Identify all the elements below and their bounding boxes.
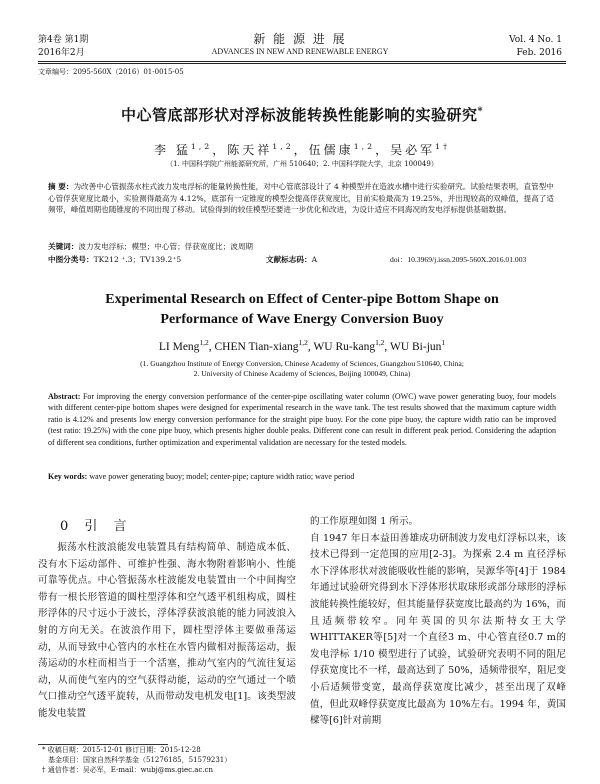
doc-code: 文献标志码：A	[266, 255, 318, 264]
paper-title-en: Experimental Research on Effect of Center-pipe Bottom Shape on Performance of Wave Energy Conversion Buoy	[105, 292, 499, 327]
header-volume-cn: 第4卷 第1期	[38, 35, 89, 45]
journal-title-cn: 新 能 源 进 展	[253, 32, 347, 46]
header-rule	[38, 61, 566, 62]
header-date-cn: 2016年2月	[38, 48, 85, 58]
affiliation-en: (1. Guangzhou Institute of Energy Conversion, Chinese Academy of Sciences, Guangzhou 510640, China; 2. University of Chinese Academy of Sciences, Beijing 100049, China)	[140, 359, 464, 378]
paper-title-cn: 中心管底部形状对浮标波能转换性能影响的实验研究*	[120, 106, 484, 124]
affiliation-cn: （1. 中国科学院广州能源研究所，广州 510640；2. 中国科学院大学，北京 100049）	[166, 160, 438, 168]
keywords-en: Key words: wave power generating buoy; model; center-pipe; capture width ratio; wave period	[48, 472, 355, 481]
authors-en: LI Meng$^{1,2}$, CHEN Tian-xiang$^{1,2}$, WU Ru-kang$^{1,2}$, WU Bi-jun$^1$	[158, 338, 446, 353]
header-volume-en: Vol. 4 No. 1	[509, 35, 562, 45]
header-rule-2	[38, 63, 566, 64]
journal-title-en: ADVANCES IN NEW AND RENEWABLE ENERGY	[211, 47, 389, 56]
footnote-funding: 基金项目：国家自然科学基金（51276185，51579231）	[48, 756, 232, 764]
doi: doi：10.3969/j.issn.2095-560X.2016.01.003	[390, 255, 527, 264]
footnote-rule	[38, 744, 168, 745]
section-heading-introduction: 0 引 言	[60, 519, 133, 534]
header-date-en: Feb. 2016	[516, 48, 562, 58]
footnote-received: * 收稿日期：2015-12-01 修订日期：2015-12-28	[42, 746, 201, 754]
body-text-left-column: 振荡水柱波浪能发电装置具有结构简单、制造成本低、没有水下运动部件、可维护性强、海水物附着影响小、性能可靠等优点。中心管振荡水柱波能发电装置由一个中间掏空带有一根长形管道的圆柱型浮体和空气透平机组构成，圆柱形浮体的尺寸远小于波长，浮体浮获波浪能的能力同波浪入射的方向无关。在波浪作用下，圆柱型浮体主要做垂荡运动，从而导致中心管内的水柱在水管内做相对振荡运动，振荡运动的水柱而相当于一个活塞，推动气室内的气流往复运动，从而使气室内的空气获得动能，运动的空气通过一个喷气口推动空气透平旋转，从而带动发电机发电[1]。该类型波能发电装置	[38, 542, 296, 719]
keywords-cn: 关键词：波力发电浮标；模型；中心管；俘获宽度比；波周期	[48, 242, 254, 251]
footnote-corresponding: † 通信作者：吴必军，E-mail：wubj@ms.giec.ac.cn	[42, 766, 213, 774]
classification-line: 中图分类号：TK212 ⁺.3；TV139.2⁺5 文献标志码：A doi：10.3969/j.issn.2095-560X.2016.01.003	[48, 255, 527, 264]
abstract-cn: 摘 要：为改善中心管振荡水柱式波力发电浮标的能量转换性能，对中心管底部设计了 4 种模型并在造波水槽中进行实验研究。试验结果表明，直管型中心管俘获宽度比最小，实验测得最高为 4.12%，底部有一定锥度的模型会提高俘获宽度比，目前实验最高为 19.25%，并出现较高的双峰值，提高了适频带，峰值周期也随锥度的不同出现了移动。试验得到的较佳模型还要进一步优化和改进，为设计适应不同海况的发电浮标提供基础数据。	[48, 182, 554, 214]
article-number: 文章编号：2095-560X（2016）01-0015-05	[38, 68, 184, 76]
body-text-right-column: 的工作原理如图 1 所示。 自 1947 年日本益田善雄成功研制波力发电灯浮标以来，该技术已得到一定范围的应用[2-3]。为探索 2.4 m 直径浮标水下浮体形状对波能吸收性能的影响，吴源华等[4]于 1984 年通过试验研究得到水下浮体形状取球形或部分球形的浮标波能转换性能较好，但其能量俘获宽度比最高约为 16%，而且适频带较窄。同年英国的贝尔法斯特女王大学WHITTAKER等[5]对一个直径3 m、中心管直径0.7 m的发电浮标 1/10 模型进行了试验，试验研究表明不同的阻尼俘获宽度比不一样，最高达到了 50%，适频带很窄，阻尼变小后适频带变宽，最高俘获宽度比减少，甚至出现了双峰值，但此双峰俘获宽度比最高为 10%左右。1994 年，黄国樑等[6]针对前期	[310, 516, 566, 727]
abstract-en: Abstract: For improving the energy conversion performance of the center-pipe oscillating water column (OWC) wave power generating buoy, four models with different center-pipe bottom shapes were designed for experimental research in the wave tank. The test results showed that the maximum capture width ratio is 4.12% and presents low energy conversion performance for the straight pipe buoy. For the cone pipe buoy, the capture width ratio can be improved (test ratio: 19.25%) with the cone pipe buoy, which presents higher double peaks. Different cone can result in different peak period. Considering the adaption of different sea conditions, further optimization and experimental validation are necessary for the tested models.	[48, 392, 557, 447]
authors-cn: 李 猛$^{1,2}$，陈天祥$^{1,2}$，伍儒康$^{1,2}$，吴必军$^{1\dagger}$	[154, 142, 450, 157]
